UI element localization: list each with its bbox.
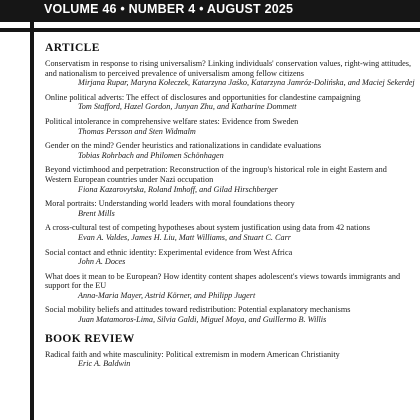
entry-title[interactable]: Conservatism in response to rising universalism? Linking individuals' conservation values, right-wing attitudes, and nationalism to perceived prevalence of universalism among fellow citizens (45, 59, 411, 78)
entry-authors: Juan Matamoros-Lima, Silvia Galdi, Miguel Moya, and Guillermo B. Willis (78, 315, 327, 325)
entry-authors: Tobias Rohrbach and Philomen Schönhagen (78, 150, 224, 160)
entry-title[interactable]: Social mobility beliefs and attitudes toward redistribution: Potential explanatory mechanisms (45, 305, 351, 315)
toc-entry (45, 59, 415, 88)
toc-entry (45, 248, 415, 267)
entry-title[interactable]: A cross-cultural test of competing hypotheses about system justification using data from 42 nations (45, 223, 370, 233)
vertical-rule (30, 0, 34, 420)
toc-entry (45, 141, 415, 160)
entry-authors: Thomas Persson and Sten Widmalm (78, 126, 196, 136)
toc-entry (45, 117, 415, 136)
entry-authors: Fiona Kazarovytska, Roland Imhoff, and Gilad Hirschberger (78, 184, 278, 194)
entry-authors: Mirjana Rupar, Maryna Kołeczek, Katarzyna Jaśko, Katarzyna Jamróz-Dolińska, and Maciej Sekerdej (78, 78, 415, 88)
entry-title[interactable]: Online political adverts: The effect of disclosures and opportunities for clandestine campaigning (45, 92, 361, 102)
entry-title[interactable]: What does it mean to be European? How identity content shapes adolescent's views towards immigrants and support for the EU (45, 271, 401, 291)
section-book-review (45, 333, 415, 369)
toc-entry (45, 272, 415, 301)
table-of-contents (45, 42, 415, 374)
entry-authors: Tom Stafford, Hazel Gordon, Junyan Zhu, and Katharine Dommett (78, 102, 297, 112)
section-title: ARTICLE (45, 42, 100, 54)
toc-entry (45, 165, 415, 194)
entry-title[interactable]: Moral portraits: Understanding world leaders with moral foundations theory (45, 199, 295, 209)
horizontal-rule (0, 28, 420, 32)
entry-authors: Eric A. Baldwin (78, 359, 131, 369)
entry-authors: Anna-Maria Mayer, Astrid Körner, and Philipp Jugert (78, 290, 256, 300)
entry-authors: John A. Doces (78, 257, 126, 267)
toc-entry (45, 350, 415, 369)
toc-entry (45, 93, 415, 112)
entry-title[interactable]: Political intolerance in comprehensive welfare states: Evidence from Sweden (45, 116, 299, 126)
section-article (45, 42, 415, 325)
entry-title[interactable]: Social contact and ethnic identity: Experimental evidence from West Africa (45, 247, 293, 257)
entry-authors: Evan A. Valdes, James H. Liu, Matt Williams, and Stuart C. Carr (78, 232, 291, 242)
entry-title[interactable]: Gender on the mind? Gender heuristics and rationalizations in candidate evaluations (45, 141, 322, 151)
entry-title[interactable]: Beyond victimhood and perpetration: Reconstruction of the ingroup's historical role in eight Eastern and Western European countries under Nazi occupation (45, 165, 387, 184)
entry-title[interactable]: Radical faith and white masculinity: Political extremism in modern American Christianity (45, 349, 340, 359)
section-title: BOOK REVIEW (45, 332, 135, 345)
header-band (0, 0, 420, 22)
toc-entry (45, 223, 415, 242)
issue-line: VOLUME 46 • NUMBER 4 • AUGUST 2025 (44, 2, 294, 16)
toc-entry (45, 199, 415, 218)
toc-entry (45, 305, 415, 324)
entry-authors: Brent Mills (78, 208, 115, 218)
